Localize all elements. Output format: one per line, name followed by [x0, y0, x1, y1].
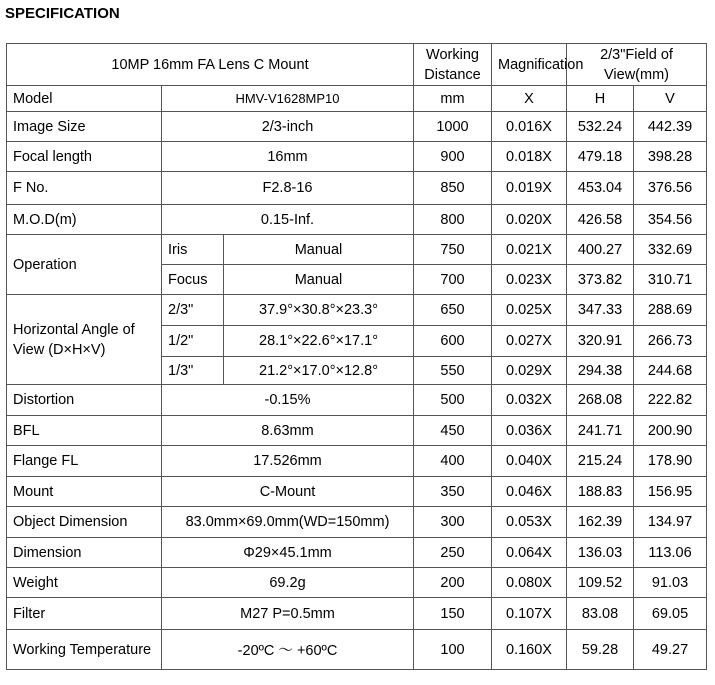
aov-sensor-label: 1/2" [162, 326, 224, 357]
wd-cell: 850 [414, 172, 492, 205]
v-cell: 332.69 [634, 235, 707, 265]
wd-cell: 400 [414, 446, 492, 477]
dimension-label: Dimension [7, 538, 162, 568]
table-row [7, 416, 707, 446]
table-row [7, 205, 707, 235]
mag-cell: 0.016X [492, 112, 567, 142]
table-row [7, 142, 707, 172]
model-label: Model [7, 86, 162, 112]
v-cell: 244.68 [634, 357, 707, 385]
table-row [7, 507, 707, 538]
image-size-value: 2/3-inch [162, 112, 414, 142]
mag-cell: 0.020X [492, 205, 567, 235]
v-cell: 156.95 [634, 477, 707, 507]
wd-cell: 550 [414, 357, 492, 385]
f-no-label: F No. [7, 172, 162, 205]
temperature-label: Working Temperature [7, 630, 162, 670]
model-value: HMV-V1628MP10 [162, 86, 414, 112]
table-row [7, 538, 707, 568]
wd-cell: 300 [414, 507, 492, 538]
mag-cell: 0.025X [492, 295, 567, 326]
mount-value: C-Mount [162, 477, 414, 507]
h-cell: 453.04 [567, 172, 634, 205]
wd-cell: 500 [414, 385, 492, 416]
table-row [7, 568, 707, 598]
mag-cell: 0.029X [492, 357, 567, 385]
v-cell: 134.97 [634, 507, 707, 538]
product-title: 10MP 16mm FA Lens C Mount [7, 44, 414, 86]
h-cell: 347.33 [567, 295, 634, 326]
v-cell: 200.90 [634, 416, 707, 446]
image-size-label: Image Size [7, 112, 162, 142]
h-cell: 426.58 [567, 205, 634, 235]
mag-cell: 0.053X [492, 507, 567, 538]
mag-cell: 0.019X [492, 172, 567, 205]
mag-cell: 0.036X [492, 416, 567, 446]
table-row [7, 446, 707, 477]
wd-unit: mm [414, 86, 492, 112]
h-cell: 109.52 [567, 568, 634, 598]
mag-cell: 0.107X [492, 598, 567, 630]
h-cell: 294.38 [567, 357, 634, 385]
magnification-header: Magnification [492, 44, 567, 86]
mod-label: M.O.D(m) [7, 205, 162, 235]
aov-sensor-label: 2/3" [162, 295, 224, 326]
wd-cell: 700 [414, 265, 492, 295]
dimension-value: Φ29×45.1mm [162, 538, 414, 568]
filter-value: M27 P=0.5mm [162, 598, 414, 630]
v-cell: 354.56 [634, 205, 707, 235]
fov-header: 2/3"Field of View(mm) [567, 44, 707, 86]
wd-cell: 750 [414, 235, 492, 265]
wd-cell: 450 [414, 416, 492, 446]
object-dimension-label: Object Dimension [7, 507, 162, 538]
flange-label: Flange FL [7, 446, 162, 477]
wd-cell: 800 [414, 205, 492, 235]
distortion-value: -0.15% [162, 385, 414, 416]
mag-cell: 0.032X [492, 385, 567, 416]
table-row [7, 598, 707, 630]
weight-label: Weight [7, 568, 162, 598]
h-cell: 479.18 [567, 142, 634, 172]
table-row [7, 112, 707, 142]
focal-length-label: Focal length [7, 142, 162, 172]
iris-label: Iris [162, 235, 224, 265]
v-cell: 288.69 [634, 295, 707, 326]
mag-unit: X [492, 86, 567, 112]
table-row [7, 630, 707, 670]
h-cell: 83.08 [567, 598, 634, 630]
specification-table [6, 43, 707, 670]
v-cell: 266.73 [634, 326, 707, 357]
page-heading: SPECIFICATION [5, 5, 120, 22]
temperature-value: -20ºC ～ +60ºC [162, 630, 414, 670]
operation-label: Operation [7, 235, 162, 295]
mag-cell: 0.160X [492, 630, 567, 670]
wd-cell: 250 [414, 538, 492, 568]
iris-value: Manual [224, 235, 414, 265]
mount-label: Mount [7, 477, 162, 507]
h-cell: 320.91 [567, 326, 634, 357]
wd-cell: 150 [414, 598, 492, 630]
v-cell: 222.82 [634, 385, 707, 416]
flange-value: 17.526mm [162, 446, 414, 477]
mag-cell: 0.040X [492, 446, 567, 477]
wd-cell: 100 [414, 630, 492, 670]
aov-value: 28.1°×22.6°×17.1° [224, 326, 414, 357]
mag-cell: 0.018X [492, 142, 567, 172]
v-cell: 91.03 [634, 568, 707, 598]
unit-row [7, 86, 707, 112]
h-cell: 532.24 [567, 112, 634, 142]
h-cell: 59.28 [567, 630, 634, 670]
h-cell: 373.82 [567, 265, 634, 295]
focus-label: Focus [162, 265, 224, 295]
v-unit: V [634, 86, 707, 112]
v-cell: 49.27 [634, 630, 707, 670]
focus-value: Manual [224, 265, 414, 295]
aov-value: 21.2°×17.0°×12.8° [224, 357, 414, 385]
mag-cell: 0.023X [492, 265, 567, 295]
v-cell: 178.90 [634, 446, 707, 477]
mod-value: 0.15-Inf. [162, 205, 414, 235]
table-row [7, 385, 707, 416]
h-cell: 241.71 [567, 416, 634, 446]
h-cell: 188.83 [567, 477, 634, 507]
table-row [7, 477, 707, 507]
v-cell: 113.06 [634, 538, 707, 568]
header-row [7, 44, 707, 86]
working-distance-header: Working Distance [414, 44, 492, 86]
mag-cell: 0.080X [492, 568, 567, 598]
h-cell: 400.27 [567, 235, 634, 265]
f-no-value: F2.8-16 [162, 172, 414, 205]
focal-length-value: 16mm [162, 142, 414, 172]
h-cell: 215.24 [567, 446, 634, 477]
wd-cell: 350 [414, 477, 492, 507]
wd-cell: 900 [414, 142, 492, 172]
distortion-label: Distortion [7, 385, 162, 416]
angle-of-view-label: Horizontal Angle of View (D×H×V) [7, 295, 162, 385]
table-row [7, 172, 707, 205]
wd-cell: 1000 [414, 112, 492, 142]
wd-cell: 600 [414, 326, 492, 357]
mag-cell: 0.021X [492, 235, 567, 265]
h-cell: 136.03 [567, 538, 634, 568]
h-cell: 162.39 [567, 507, 634, 538]
h-cell: 268.08 [567, 385, 634, 416]
v-cell: 398.28 [634, 142, 707, 172]
aov-value: 37.9°×30.8°×23.3° [224, 295, 414, 326]
mag-cell: 0.064X [492, 538, 567, 568]
weight-value: 69.2g [162, 568, 414, 598]
v-cell: 310.71 [634, 265, 707, 295]
aov-sensor-label: 1/3" [162, 357, 224, 385]
wd-cell: 200 [414, 568, 492, 598]
bfl-value: 8.63mm [162, 416, 414, 446]
v-cell: 376.56 [634, 172, 707, 205]
wd-cell: 650 [414, 295, 492, 326]
filter-label: Filter [7, 598, 162, 630]
table-row [7, 235, 707, 265]
mag-cell: 0.027X [492, 326, 567, 357]
object-dimension-value: 83.0mm×69.0mm(WD=150mm) [162, 507, 414, 538]
bfl-label: BFL [7, 416, 162, 446]
table-row [7, 295, 707, 326]
mag-cell: 0.046X [492, 477, 567, 507]
v-cell: 442.39 [634, 112, 707, 142]
v-cell: 69.05 [634, 598, 707, 630]
h-unit: H [567, 86, 634, 112]
